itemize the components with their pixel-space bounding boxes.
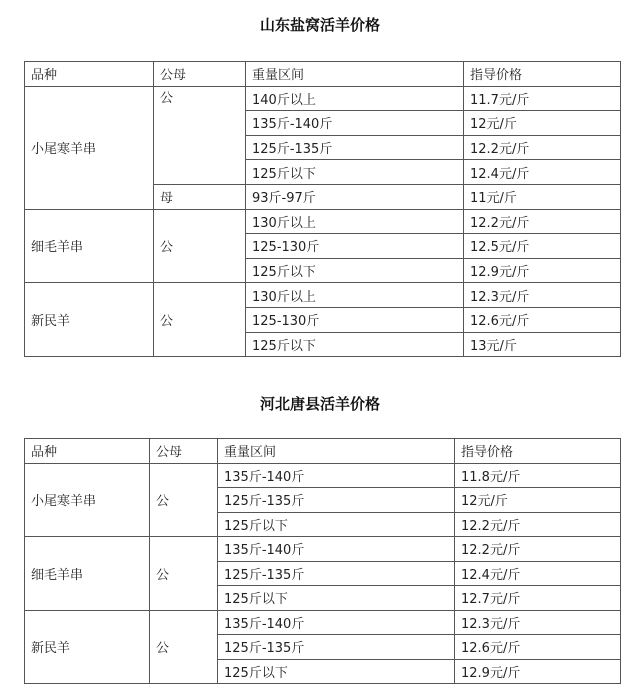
weight-cell: 135斤-140斤 (218, 610, 455, 635)
header-sex: 公母 (154, 62, 246, 87)
price-cell: 12.3元/斤 (455, 610, 621, 635)
weight-cell: 135斤-140斤 (218, 463, 455, 488)
weight-cell: 125斤以下 (218, 586, 455, 611)
sex-cell: 公 (150, 610, 218, 684)
header-row (25, 439, 621, 464)
price-cell: 11元/斤 (464, 184, 621, 209)
sex-cell: 公 (150, 537, 218, 611)
breed-cell: 细毛羊串 (25, 537, 150, 611)
header-price: 指导价格 (464, 62, 621, 87)
weight-cell: 125斤以下 (246, 160, 464, 185)
weight-cell: 125斤-135斤 (246, 135, 464, 160)
price-cell: 12.5元/斤 (464, 234, 621, 259)
weight-cell: 125斤以下 (246, 258, 464, 283)
price-cell: 12.6元/斤 (455, 635, 621, 660)
sex-cell: 公 (154, 86, 246, 184)
price-cell: 12.3元/斤 (464, 283, 621, 308)
weight-cell: 140斤以上 (246, 86, 464, 111)
sex-cell: 公 (154, 209, 246, 283)
breed-cell: 小尾寒羊串 (25, 86, 154, 209)
sex-cell: 公 (150, 463, 218, 537)
header-price: 指导价格 (455, 439, 621, 464)
table-title-hebei: 河北唐县活羊价格 (259, 395, 380, 413)
table-row (25, 209, 621, 234)
price-cell: 12.2元/斤 (455, 512, 621, 537)
price-cell: 13元/斤 (464, 332, 621, 357)
sex-cell: 公 (154, 283, 246, 357)
price-table-hebei (24, 438, 621, 684)
table-title-shandong: 山东盐窝活羊价格 (259, 16, 380, 34)
price-cell: 12.2元/斤 (455, 537, 621, 562)
weight-cell: 135斤-140斤 (218, 537, 455, 562)
weight-cell: 125-130斤 (246, 307, 464, 332)
table-row (25, 537, 621, 562)
price-cell: 11.7元/斤 (464, 86, 621, 111)
weight-cell: 125斤以下 (246, 332, 464, 357)
header-breed: 品种 (25, 62, 154, 87)
table-row (25, 283, 621, 308)
weight-cell: 125斤以下 (218, 512, 455, 537)
breed-cell: 新民羊 (25, 610, 150, 684)
breed-cell: 细毛羊串 (25, 209, 154, 283)
header-weight: 重量区间 (218, 439, 455, 464)
weight-cell: 125斤-135斤 (218, 635, 455, 660)
price-cell: 12.9元/斤 (464, 258, 621, 283)
price-cell: 12.2元/斤 (464, 135, 621, 160)
breed-cell: 新民羊 (25, 283, 154, 357)
price-cell: 11.8元/斤 (455, 463, 621, 488)
weight-cell: 125斤以下 (218, 659, 455, 684)
table-row (25, 610, 621, 635)
weight-cell: 130斤以上 (246, 209, 464, 234)
table-row (25, 86, 621, 111)
weight-cell: 135斤-140斤 (246, 111, 464, 136)
weight-cell: 130斤以上 (246, 283, 464, 308)
price-cell: 12.9元/斤 (455, 659, 621, 684)
price-cell: 12.7元/斤 (455, 586, 621, 611)
weight-cell: 125-130斤 (246, 234, 464, 259)
header-breed: 品种 (25, 439, 150, 464)
price-cell: 12元/斤 (464, 111, 621, 136)
price-cell: 12.4元/斤 (455, 561, 621, 586)
header-row (25, 62, 621, 87)
price-cell: 12.4元/斤 (464, 160, 621, 185)
weight-cell: 93斤-97斤 (246, 184, 464, 209)
sex-cell: 母 (154, 184, 246, 209)
price-table-shandong (24, 61, 621, 357)
price-cell: 12.6元/斤 (464, 307, 621, 332)
weight-cell: 125斤-135斤 (218, 488, 455, 513)
price-cell: 12元/斤 (455, 488, 621, 513)
weight-cell: 125斤-135斤 (218, 561, 455, 586)
breed-cell: 小尾寒羊串 (25, 463, 150, 537)
header-sex: 公母 (150, 439, 218, 464)
table-row (25, 463, 621, 488)
header-weight: 重量区间 (246, 62, 464, 87)
price-cell: 12.2元/斤 (464, 209, 621, 234)
